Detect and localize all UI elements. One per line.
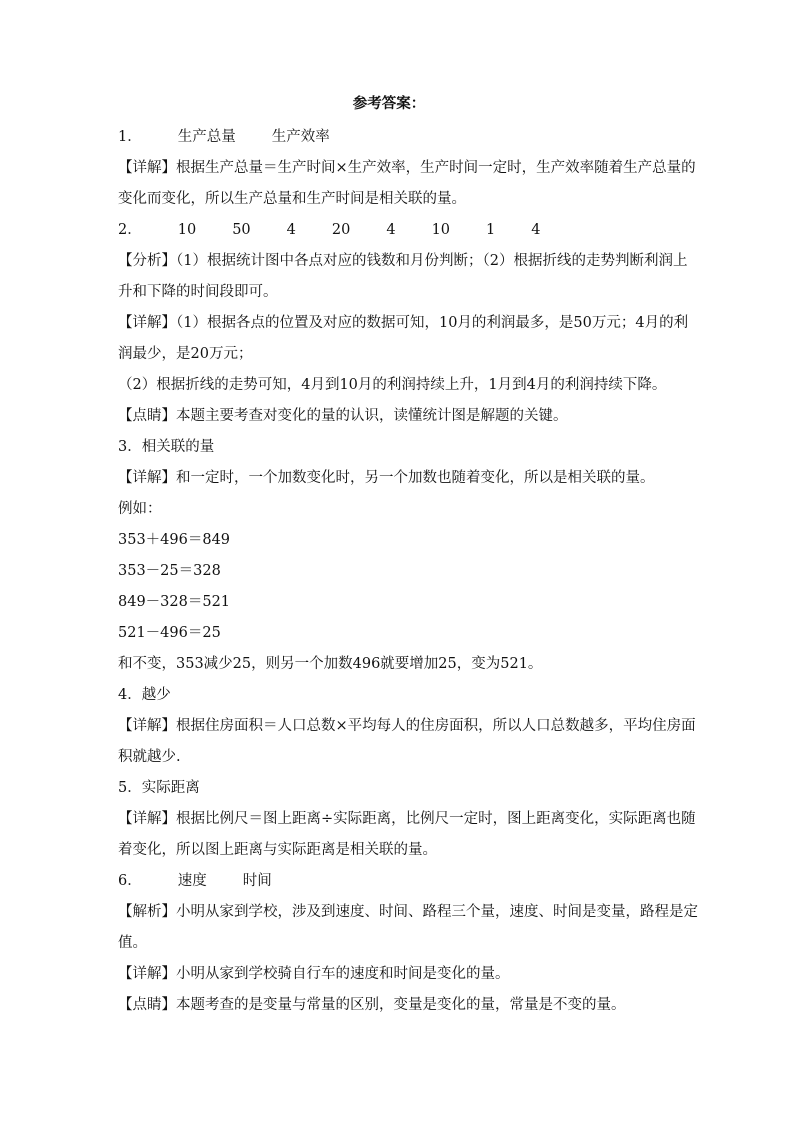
q3-eq2: 353－25＝328 (118, 563, 221, 579)
q5-detail-tag: 【详解】 (118, 811, 176, 827)
q2-analysis-1: （1）根据统计图中各点对应的钱数和月份判断；（2）根据折线的走势判断利润上 (176, 253, 688, 269)
q6-comment: 本题考查的是变量与常量的区别，变量是变化的量，常量是不变的量。 (176, 997, 626, 1013)
q2-detail-1: （1）根据各点的位置及对应的数据可知，10月的利润最多，是50万元；4月的利 (176, 315, 689, 331)
q5-detail-line-2 (118, 835, 678, 866)
q6-comment-line (118, 990, 678, 1021)
q3-example-label-line (118, 494, 678, 525)
q6-answer-a: 速度 (177, 873, 207, 889)
q3-number: 3． (118, 439, 142, 455)
q4-detail-tag: 【详解】 (118, 718, 176, 734)
q1-number: 1． (118, 129, 142, 145)
q3-eq1: 353＋496＝849 (118, 532, 231, 548)
q2-detail-line-3 (118, 370, 678, 401)
q2-answer-6: 10 (431, 222, 451, 238)
q3-equation-2 (118, 556, 678, 587)
q2-answer-5: 4 (386, 222, 396, 238)
q1-answer-b: 生产效率 (271, 129, 330, 145)
q2-comment-tag: 【点睛】 (118, 408, 176, 424)
q1-detail-tag: 【详解】 (118, 160, 176, 176)
q2-comment-line (118, 401, 678, 432)
q6-analysis-line-1 (118, 897, 698, 928)
q6-number: 6． (118, 873, 142, 889)
q6-answer-b: 时间 (242, 873, 272, 889)
q6-detail-tag: 【详解】 (118, 966, 176, 982)
q2-answer-3: 4 (286, 222, 296, 238)
q5-detail-2: 着变化，所以图上距离与实际距离是相关联的量。 (118, 842, 437, 858)
q3-detail-line (118, 463, 678, 494)
q3-equation-3 (118, 587, 678, 618)
q4-detail-line-2 (118, 742, 678, 773)
q4-detail-line-1 (118, 711, 696, 742)
q2-comment: 本题主要考查对变化的量的认识，读懂统计图是解题的关键。 (176, 408, 568, 424)
q6-analysis-1: 小明从家到学校，涉及到速度、时间、路程三个量，速度、时间是变量，路程是定 (176, 904, 698, 920)
q5-detail-line-1 (118, 804, 696, 835)
q1-answer-a: 生产总量 (177, 129, 236, 145)
answer-content (118, 122, 698, 1021)
q6-detail-line (118, 959, 678, 990)
q6-answer-line (118, 866, 678, 897)
q2-answer-1: 10 (177, 222, 197, 238)
q2-detail-2: 润最少，是20万元； (118, 346, 253, 362)
q2-answer-4: 20 (331, 222, 351, 238)
q2-analysis-line-2 (118, 277, 678, 308)
q1-detail-line-2 (118, 184, 678, 215)
q3-example-label: 例如： (118, 501, 162, 517)
q6-analysis-line-2 (118, 928, 678, 959)
q4-answer-line (118, 680, 678, 711)
q1-detail-line-1 (118, 153, 696, 184)
q3-conclusion: 和不变，353减少25，则另一个加数496就要增加25，变为521。 (118, 656, 543, 672)
q2-detail-tag: 【详解】 (118, 315, 176, 331)
q2-answer-8: 4 (531, 222, 541, 238)
q6-analysis-tag: 【解析】 (118, 904, 176, 920)
q2-answer-2: 50 (232, 222, 251, 238)
q6-analysis-2: 值。 (118, 935, 147, 951)
q2-answer-line (118, 215, 678, 246)
q6-comment-tag: 【点睛】 (118, 997, 176, 1013)
q3-equation-1 (118, 525, 678, 556)
q3-answer: 相关联的量 (141, 439, 215, 455)
q4-number: 4． (118, 687, 142, 703)
q2-detail-3: （2）根据折线的走势可知，4月到10月的利润持续上升，1月到4月的利润持续下降。 (118, 377, 667, 393)
q1-answer-line (118, 122, 678, 153)
q2-number: 2． (118, 222, 142, 238)
q2-analysis-2: 升和下降的时间段即可。 (118, 284, 278, 300)
q5-detail-1: 根据比例尺＝图上距离÷实际距离，比例尺一定时，图上距离变化，实际距离也随 (176, 811, 696, 827)
q2-detail-line-1 (118, 308, 689, 339)
q2-analysis-tag: 【分析】 (118, 253, 176, 269)
q3-detail-tag: 【详解】 (118, 470, 176, 486)
q5-number: 5． (118, 780, 142, 796)
q1-detail-1: 根据生产总量＝生产时间×生产效率，生产时间一定时，生产效率随着生产总量的 (176, 160, 696, 176)
q3-eq4: 521－496＝25 (118, 625, 221, 641)
q3-equation-4 (118, 618, 678, 649)
q3-conclusion-line (118, 649, 678, 680)
q5-answer-line (118, 773, 678, 804)
q2-detail-line-2 (118, 339, 678, 370)
q2-analysis-line-1 (118, 246, 688, 277)
q6-detail: 小明从家到学校骑自行车的速度和时间是变化的量。 (176, 966, 510, 982)
q4-detail-2: 积就越少. (118, 749, 181, 765)
q1-detail-2: 变化而变化，所以生产总量和生产时间是相关联的量。 (118, 191, 466, 207)
q3-eq3: 849－328＝521 (118, 594, 231, 610)
q4-answer: 越少 (141, 687, 171, 703)
page-title: 参考答案： (352, 95, 426, 112)
q2-answer-7: 1 (486, 222, 496, 238)
q3-detail: 和一定时，一个加数变化时，另一个加数也随着变化，所以是相关联的量。 (176, 470, 655, 486)
q5-answer: 实际距离 (141, 780, 200, 796)
q3-answer-line (118, 432, 678, 463)
q4-detail-1: 根据住房面积＝人口总数×平均每人的住房面积，所以人口总数越多，平均住房面 (176, 718, 696, 734)
